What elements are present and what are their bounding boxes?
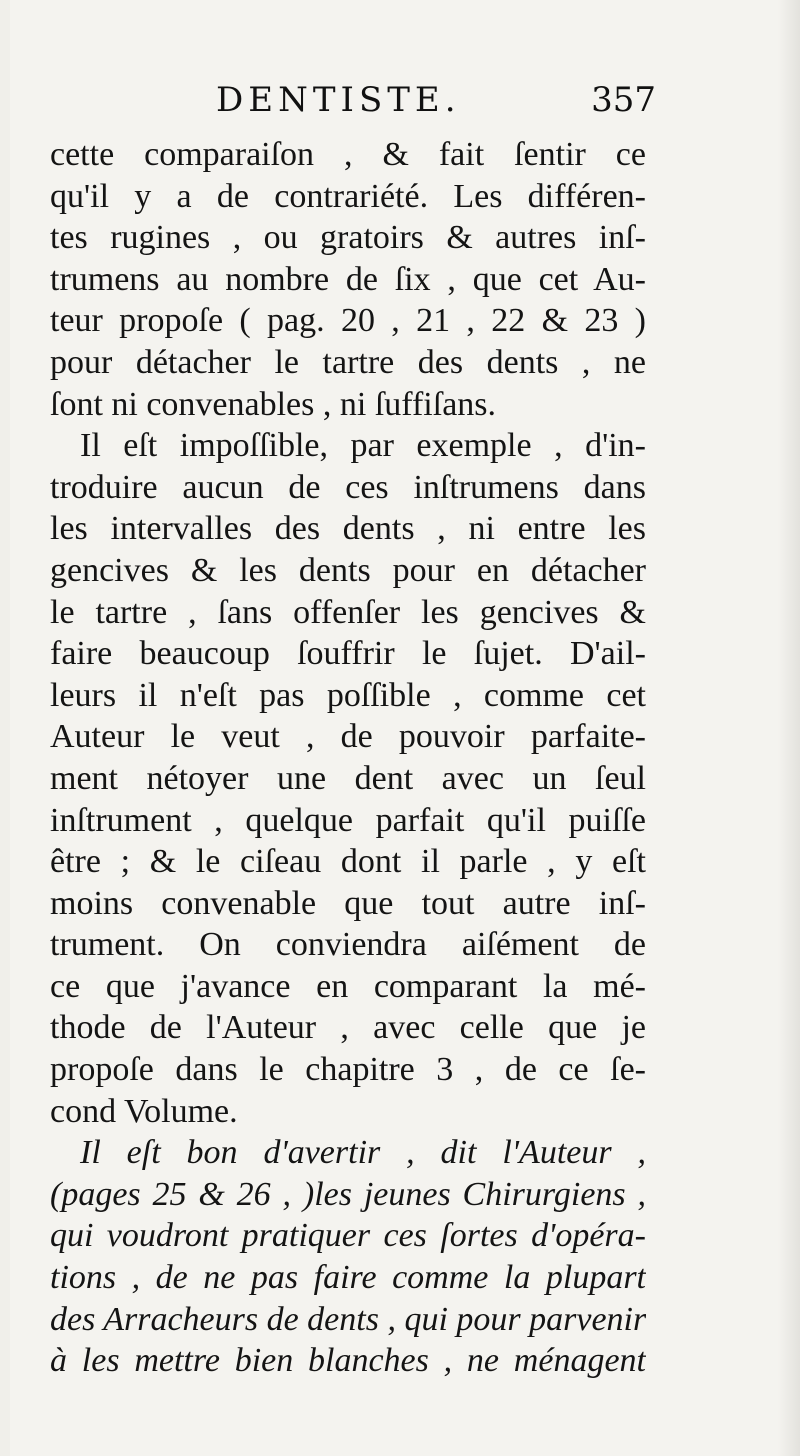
text-line: être ; & le ciſeau dont il parle , y eſt bbox=[50, 843, 646, 881]
text-line: troduire aucun de ces inſtrumens dans bbox=[50, 468, 646, 506]
text-line: cond Volume. bbox=[50, 1092, 238, 1130]
text-line: Il eſt impoſſible, par exemple , d'in- bbox=[80, 427, 646, 465]
text-line: trumens au nombre de ſix , que cet Au- bbox=[50, 260, 646, 298]
text-line: cette comparaiſon , & fait ſentir ce bbox=[50, 136, 646, 173]
text-line: le tartre , ſans offenſer les gencives & bbox=[50, 593, 646, 631]
text-line: Auteur le veut , de pouvoir parfaite- bbox=[50, 718, 646, 756]
text-line: ce que j'avance en comparant la mé- bbox=[50, 967, 646, 1005]
text-line: propoſe dans le chapitre 3 , de ce ſe- bbox=[50, 1051, 646, 1089]
page-number: 357 bbox=[591, 80, 656, 120]
text-line: pour détacher le tartre des dents , ne bbox=[50, 343, 646, 381]
text-line: trument. On conviendra aiſément de bbox=[50, 926, 646, 964]
text-line: inſtrument , quelque parfait qu'il puiſſe bbox=[50, 801, 646, 839]
running-head: DENTISTE. bbox=[216, 80, 461, 120]
text-line: faire beaucoup ſouffrir le ſujet. D'ail- bbox=[50, 635, 646, 673]
text-line: leurs il n'eſt pas poſſible , comme cet bbox=[50, 676, 646, 714]
text-line: à les mettre bien blanches , ne ménagent bbox=[50, 1342, 646, 1380]
text-line: des Arracheurs de dents , qui pour parvenir bbox=[50, 1300, 646, 1338]
text-line: teur propoſe ( pag. 20 , 21 , 22 & 23 ) bbox=[50, 302, 646, 340]
body-text bbox=[50, 134, 646, 1382]
text-line: qui voudront pratiquer ces ſortes d'opéra- bbox=[50, 1217, 646, 1255]
text-line: ſont ni convenables , ni ſuffiſans. bbox=[50, 385, 497, 423]
text-line: (pages 25 & 26 , )les jeunes Chirurgiens , bbox=[50, 1175, 646, 1213]
text-line: thode de l'Auteur , avec celle que je bbox=[50, 1009, 646, 1047]
text-line: moins convenable que tout autre inſ- bbox=[50, 884, 646, 922]
text-line: Il eſt bon d'avertir , dit l'Auteur , bbox=[80, 1134, 646, 1172]
text-line: tes rugines , ou gratoirs & autres inſ- bbox=[50, 219, 646, 257]
text-line: tions , de ne pas faire comme la plupart bbox=[50, 1259, 646, 1297]
text-line: les intervalles des dents , ni entre les bbox=[50, 510, 646, 548]
text-line: qu'il y a de contrariété. Les différen- bbox=[50, 177, 646, 215]
page-header bbox=[216, 76, 656, 124]
text-line: gencives & les dents pour en détacher bbox=[50, 551, 646, 589]
text-line: ment nétoyer une dent avec un ſeul bbox=[50, 759, 646, 797]
